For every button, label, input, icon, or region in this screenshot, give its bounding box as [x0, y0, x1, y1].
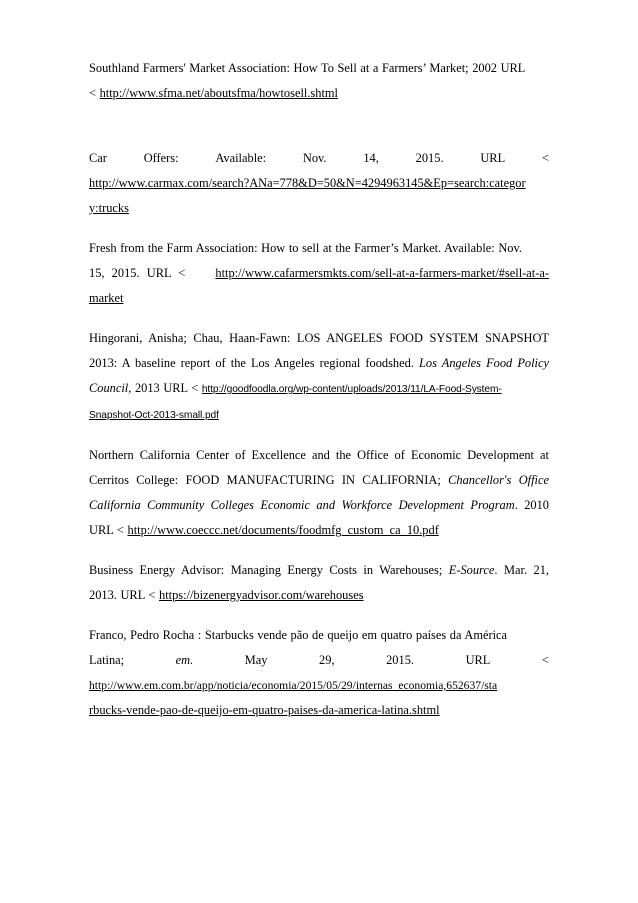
token: Nov.	[302, 151, 327, 165]
reference-link[interactable]: http://goodfoodla.org/wp-content/uploads/2013/11/LA-Food-System-	[201, 384, 502, 395]
url-prefix: 15, 2015. URL <	[89, 266, 186, 280]
reference-first-line	[89, 146, 549, 171]
token: May	[244, 653, 268, 667]
token: 2015.	[386, 653, 414, 667]
token: Car	[89, 151, 107, 165]
reference-text: Fresh from the Farm Association: How to sell at the Farmer’s Market. Available: Nov.	[89, 241, 522, 255]
reference-link-continued[interactable]: market	[89, 291, 124, 305]
token: URL	[480, 151, 506, 165]
reference-text: Business Energy Advisor: Managing Energy Costs in Warehouses;	[89, 563, 443, 577]
reference-southland	[89, 56, 549, 106]
token: <	[541, 653, 549, 667]
reference-text: Franco, Pedro Rocha : Starbucks vende pão de queijo em quatro países da América	[89, 628, 508, 642]
token: 2015.	[415, 151, 444, 165]
token: URL	[465, 653, 491, 667]
reference-url-line	[89, 261, 549, 286]
reference-text-tail: . 2010 URL <	[89, 498, 550, 537]
reference-franco	[89, 623, 549, 723]
reference-link[interactable]: http://www.em.com.br/app/noticia/economia/2015/05/29/internas_economia,652637/sta	[89, 679, 498, 692]
reference-fresh-farm	[89, 236, 549, 311]
token: <	[541, 151, 549, 165]
reference-link-continued[interactable]: Snapshot-Oct-2013-small.pdf	[89, 410, 219, 421]
reference-link[interactable]: https://bizenergyadvisor.com/warehouses	[159, 588, 364, 602]
reference-text: Hingorani, Anisha; Chau, Haan-Fawn: LOS ANGELES FOOD SYSTEM SNAPSHOT 2013: A baseline report of the Los Angeles regional foodshed.	[89, 331, 549, 370]
token: 14,	[363, 151, 379, 165]
token-italic: em.	[175, 653, 194, 667]
url-prefix: <	[89, 86, 100, 100]
reference-link[interactable]: http://www.cafarmersmkts.com/sell-at-a-farmers-market/#sell-at-a-	[215, 266, 549, 280]
reference-northern-california	[89, 443, 549, 543]
reference-link[interactable]: http://www.carmax.com/search?ANa=778&D=50&N=4294963145&Ep=search:categor	[89, 176, 526, 190]
reference-second-line	[89, 648, 549, 673]
token: Latina;	[89, 653, 125, 667]
reference-link-continued[interactable]: y:trucks	[89, 201, 129, 215]
reference-hingorani	[89, 326, 549, 428]
reference-list	[89, 56, 549, 738]
token: 29,	[319, 653, 335, 667]
token: Offers:	[143, 151, 179, 165]
reference-text-tail: 2013 URL <	[134, 381, 199, 395]
publisher-italic: E-Source	[448, 563, 495, 577]
reference-business-energy	[89, 558, 549, 608]
reference-link[interactable]: http://www.coeccc.net/documents/foodmfg_custom_ca_10.pdf	[127, 523, 439, 537]
reference-link[interactable]: http://www.sfma.net/aboutsfma/howtosell.shtml	[99, 86, 338, 100]
reference-text: Southland Farmers' Market Association: How To Sell at a Farmers’ Market; 2002 URL	[89, 61, 526, 75]
token: Available:	[215, 151, 267, 165]
reference-link-continued[interactable]: rbucks-vende-pao-de-queijo-em-quatro-paises-da-america-latina.shtml	[89, 703, 440, 717]
publisher-italic: Los Angeles Food Policy Council,	[89, 356, 549, 395]
publisher-italic: Chancellor's Office California Community Colleges Economic and Workforce Development Program	[89, 473, 549, 512]
reference-text-tail: . Mar. 21, 2013. URL <	[89, 563, 549, 602]
reference-car-offers	[89, 146, 549, 221]
reference-text: Northern California Center of Excellence and the Office of Economic Development at Cerritos College: FOOD MANUFACTURING IN CALIFORNIA;	[89, 448, 549, 487]
